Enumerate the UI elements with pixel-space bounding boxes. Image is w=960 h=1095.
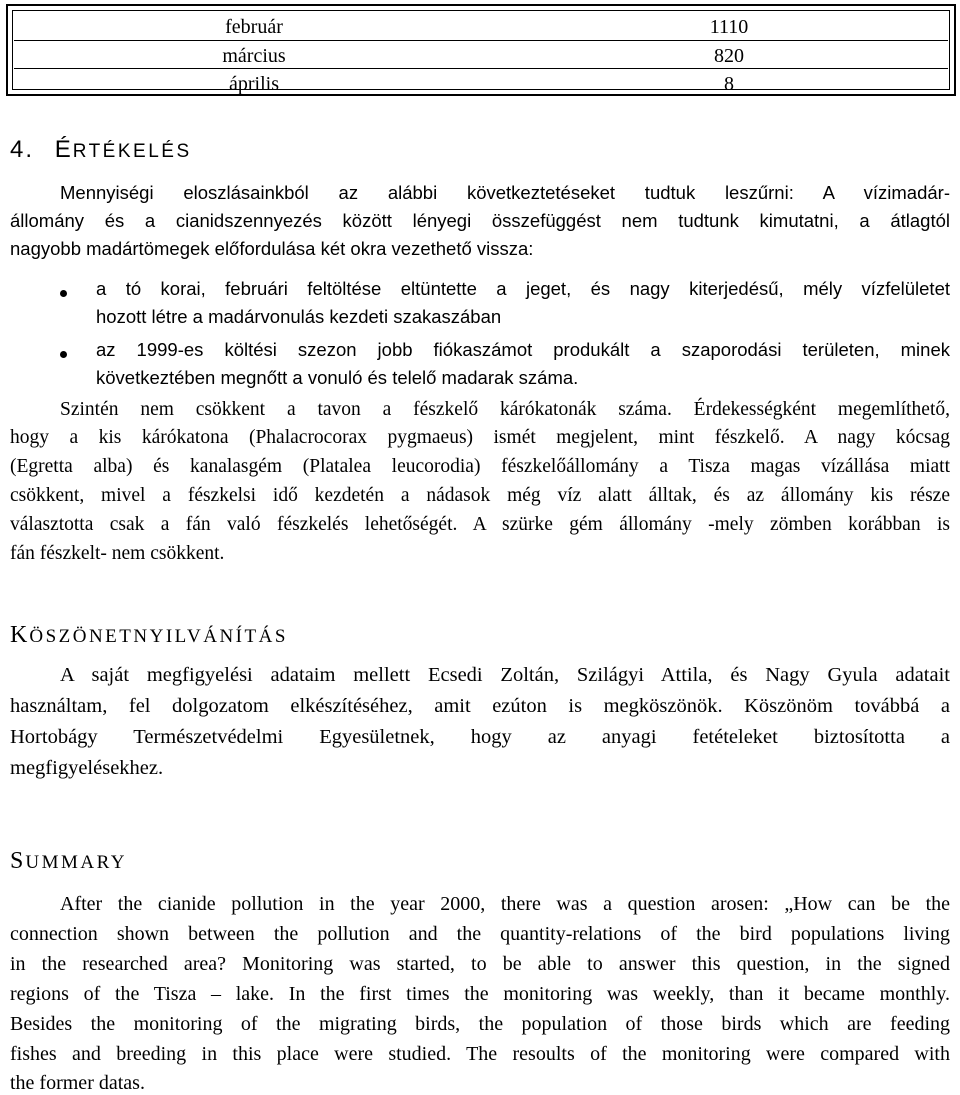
heading-initial: S [10, 848, 26, 874]
bullet-icon [60, 290, 67, 297]
table-row [14, 68, 948, 96]
paragraph-line: Szintén nem csökkent a tavon a fészkelő kárókatonák száma. Érdekességként megemlíthető, [60, 399, 950, 420]
bullet-line: következtében megnőtt a vonuló és telelő madarak száma. [96, 367, 579, 388]
bullet-icon [60, 351, 67, 358]
table-row [14, 12, 948, 39]
paragraph-line: regions of the Tisza – lake. In the first times the monitoring was weekly, than it became monthly. [10, 983, 950, 1005]
value-cell: 1110 [709, 16, 749, 38]
bullet-line: a tó korai, februári feltöltése eltüntette a jeget, és nagy kiterjedésű, mély vízfelületet [96, 278, 950, 299]
paragraph-line: After the cianide pollution in the year 2000, there was a question arosen: „How can be the [60, 893, 950, 915]
paragraph-line: in the researched area? Monitoring was started, to be able to answer this question, in the signed [10, 953, 950, 975]
value-cell: 8 [724, 73, 734, 95]
section-heading-koszonetnyilvanitas [10, 622, 288, 649]
bullet-line: hozott létre a madárvonulás kezdeti szakaszában [96, 306, 502, 327]
month-cell: április [229, 73, 279, 95]
section-number: 4. [10, 136, 35, 163]
paragraph-line: (Egretta alba) és kanalasgém (Platalea leucorodia) fészkelőállomány a Tisza magas vízállása miatt [10, 456, 950, 477]
heading-rest: ÖSZÖNETNYILVÁNÍTÁS [29, 626, 288, 647]
month-cell: március [222, 45, 286, 67]
paragraph-line: A saját megfigyelési adataim mellett Ecsedi Zoltán, Szilágyi Attila, és Nagy Gyula adatait [60, 664, 950, 686]
heading-initial: É [54, 136, 73, 163]
paragraph-line: fán fészkelt- nem csökkent. [10, 543, 225, 564]
paragraph-line: használtam, fel dolgozatom elkészítéséhez, amit ezúton is megköszönök. Köszönöm továbbá a [10, 695, 950, 717]
paragraph-line: csökkent, mivel a fészkelsi idő kezdetén a nádasok még víz alatt álltak, és az állomány kis része [10, 485, 950, 506]
paragraph-line: Besides the monitoring of the migrating birds, the population of those birds which are feeding [10, 1013, 950, 1035]
section-heading-ertekeles [10, 136, 192, 164]
paragraph-line: nagyobb madártömegek előfordulása két okra vezethető vissza: [10, 238, 534, 259]
paragraph-line: connection shown between the pollution and the quantity-relations of the bird populations living [10, 923, 950, 945]
paragraph-line: hogy a kis kárókatona (Phalacrocorax pygmaeus) ismét megjelent, mint fészkelő. A nagy kócsag [10, 427, 950, 448]
month-cell: február [225, 16, 283, 38]
bullet-line: az 1999-es költési szezon jobb fiókaszámot produkált a szaporodási területen, minek [96, 339, 950, 360]
heading-rest: UMMARY [25, 852, 127, 873]
monthly-counts-table [6, 4, 956, 96]
heading-rest: RTÉKELÉS [72, 141, 192, 162]
paragraph-line: megfigyelésekhez. [10, 757, 164, 779]
paragraph-line: választotta csak a fán való fészkelés lehetőségét. A szürke gém állomány -mely zömben korábban is [10, 514, 950, 535]
section-heading-summary [10, 848, 127, 875]
paragraph-line: Hortobágy Természetvédelmi Egyesületnek, hogy az anyagi fetételeket biztosította a [10, 726, 950, 748]
paragraph-line: állomány és a cianidszennyezés között lényegi összefüggést nem tudtunk kimutatni, a átlagtól [10, 210, 950, 231]
table-row [14, 40, 948, 68]
paragraph-line: Mennyiségi eloszlásainkból az alábbi következtetéseket tudtuk leszűrni: A vízimadár- [60, 182, 950, 203]
paragraph-line: the former datas. [10, 1072, 145, 1094]
value-cell: 820 [714, 45, 744, 67]
paragraph-line: fishes and breeding in this place were studied. The resoults of the monitoring were compared with [10, 1043, 950, 1065]
heading-initial: K [10, 622, 30, 648]
